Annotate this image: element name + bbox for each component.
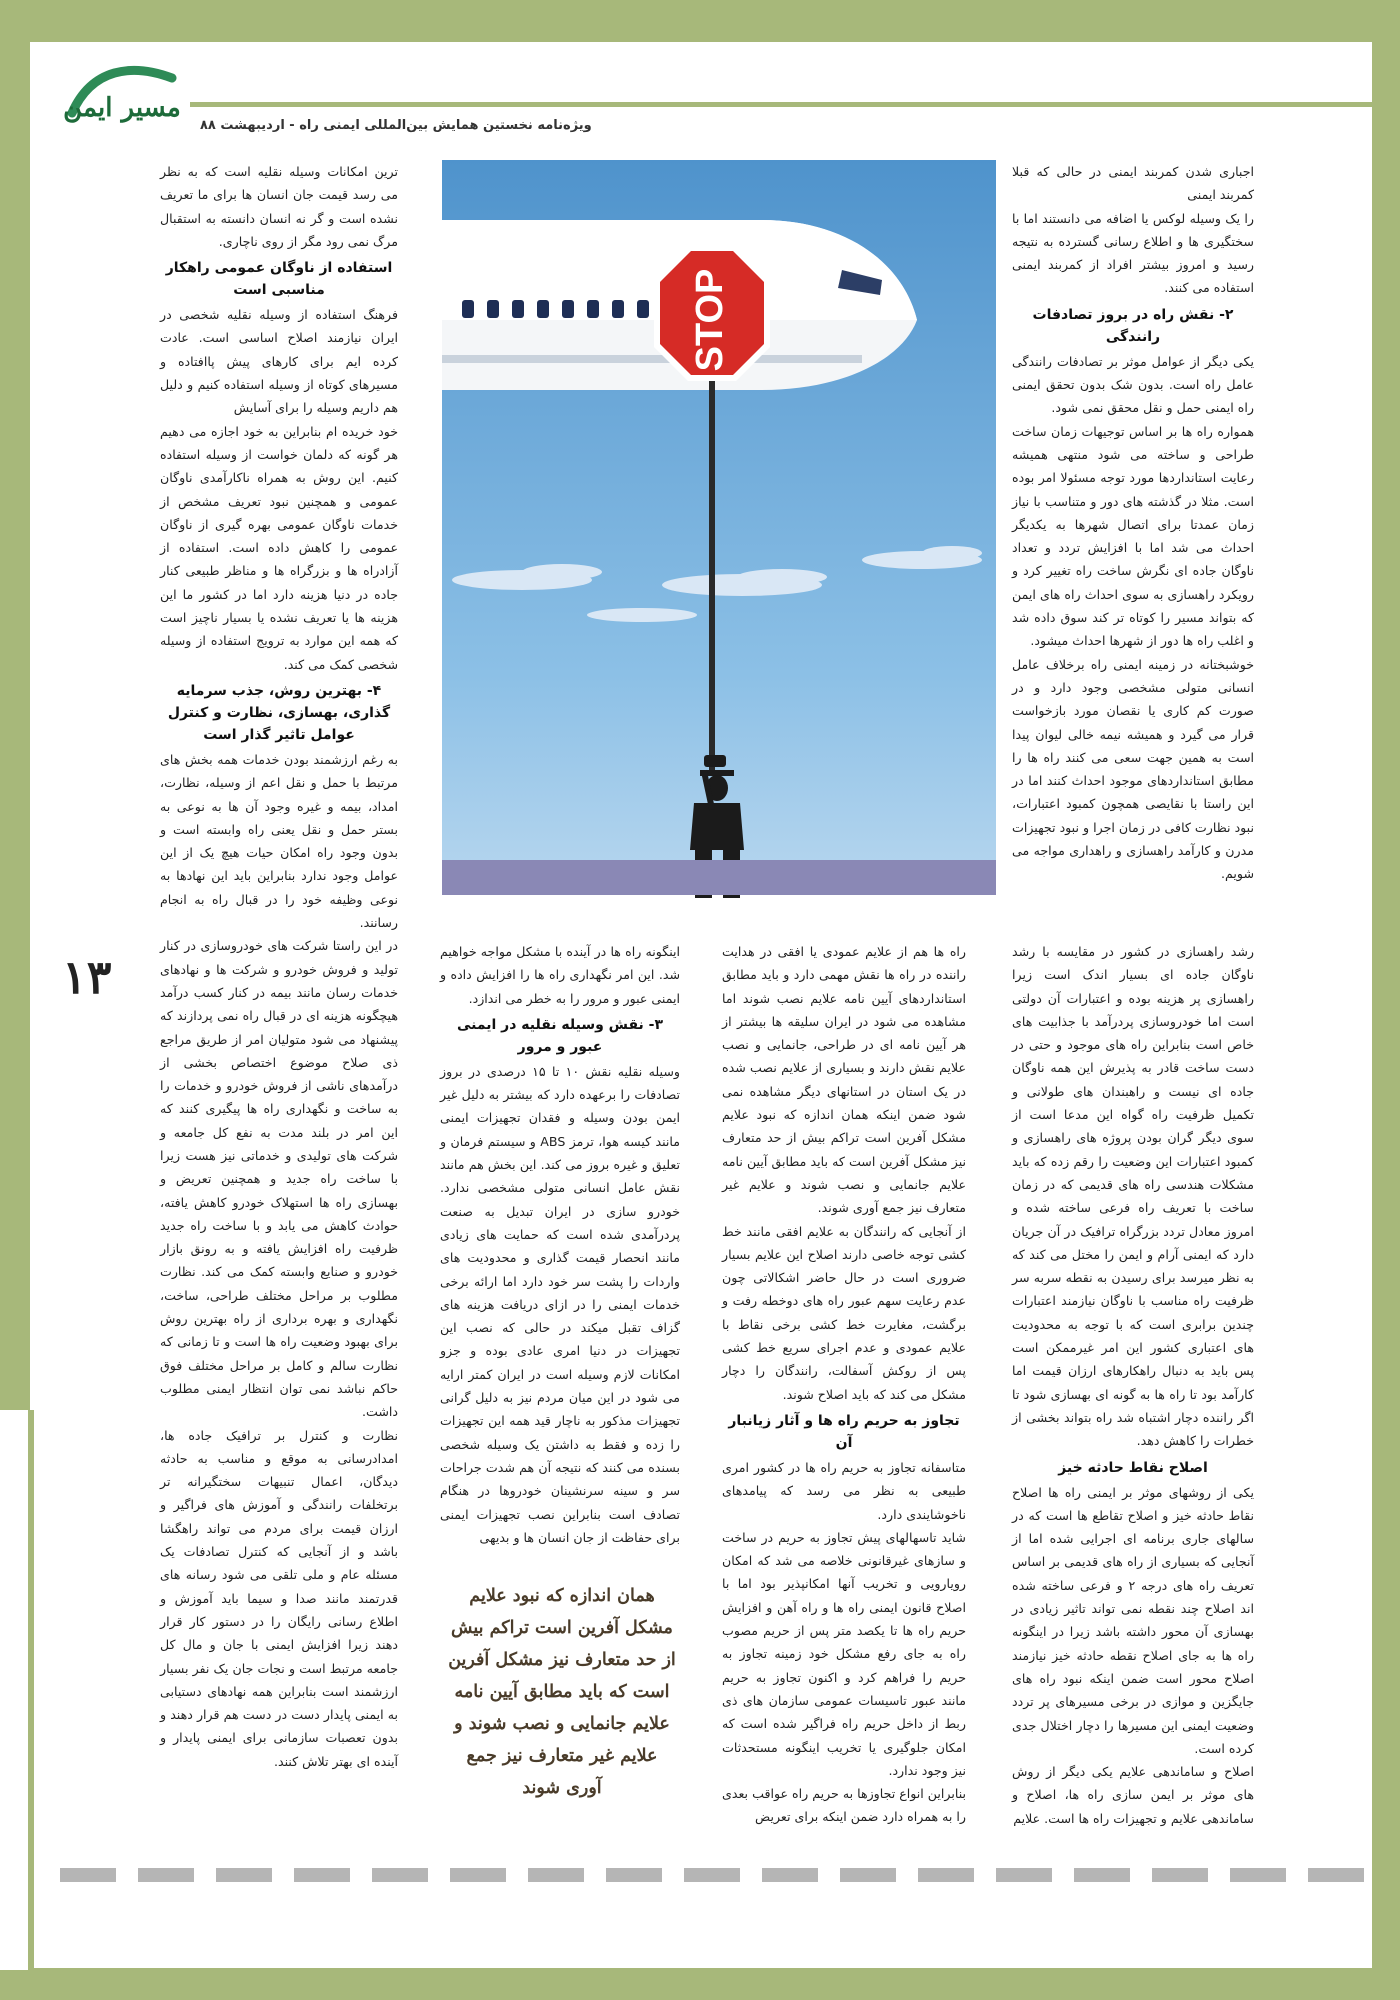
footer-dash [1152,1868,1208,1882]
footer-dash [840,1868,896,1882]
paragraph: اصلاح و ساماندهی علایم یکی دیگر از روش های موثر بر ایمن سازی راه ها، اصلاح و ساماندهی علایم و تجهیزات راه ها است. علایم [1012,1764,1254,1826]
paragraph: رشد راهسازی در کشور در مقایسه با رشد ناوگان جاده ای بسیار اندک است زیرا راهسازی پر هزینه بوده و اعتبارات آن دولتی است اما خودروسازی پردرآمد با جذابیت های خاص است بنابراین راه های موجود و حتی در دست ساخت قادر به پذیرش این همه ناوگان جاده ای نیست و راهبندان های طولانی و تکمیل ظرفیت راه گواه این مدعا است از سوی دیگر گران بودن پروژه های راهسازی و کمبود اعتبارات این وضعیت را رقم زده که باید مشکلات هندسی راه های قدیمی که در زمان ساخت با تعریف راه فرعی ساخته شده و امروز معادل تردد بزرگراه ترافیک در آن جریان دارد که ایمنی آرام و ایمن را مختل می کند که به نظر میرسد برای رسیدن به نقطه سربه سر ظرفیت راه مناسب با ناوگان نیازمند اعتبارات چندین برابری است که با توجه به محدودیت های اعتباری کشور این امر غیرممکن است پس باید به دنبال راهکارهای ارزان قیمت اما کارآمد بود تا راه ها به گونه ای بهسازی شود تا اگر راننده دچار اشتباه شد راه بتواند بخشی از خطرات را کاهش دهد. [1012,944,1254,1449]
footer-dash [606,1868,662,1882]
footer-dash [528,1868,584,1882]
paragraph: در این راستا شرکت های خودروسازی در کنار تولید و فروش خودرو و شرکت ها و نهادهای خدمات رسان مانند بیمه در کنار کسب درآمد هیچگونه هزینه ای در قبال راه نمی پردازند که پیشنهاد می شود متولیان امر از طریق مراجع ذی صلاح موضوع اختصاص بخشی از درآمدهای ناشی از فروش خودرو و خدمات را به ساخت و نگهداری راه ها پیگیری کنند که این امر در بلند مدت به نفع کل جامعه و شرکت های تولیدی و خدماتی نیز هست زیرا با ساخت راه جدید و همچنین تعریض و بهسازی راه ها استهلاک خودرو کاهش یافته، حوادث کاهش می یابد و با ساخت راه جدید ظرفیت راه افزایش یافته و به رونق بازار خودرو و صنایع وابسته کمک می کند. نظارت مطلوب بر مراحل مختلف طراحی، ساخت، نگهداری و بهره برداری از راه بهترین روش برای بهبود وضعیت راه ها است و تا زمانی که نظارت سالم و کامل بر مراحل مختلف فوق حاکم نباشد نمی توان انتظار ایمنی مطلوب داشت. [160,938,398,1420]
footer-dashes [60,1868,1372,1884]
footer-dash [216,1868,272,1882]
section-heading: ۴- بهترین روش، جذب سرمایه گذاری، بهسازی، نظارت و کنترل عوامل تاثیر گذار است [167,682,391,743]
paragraph: از آنجایی که رانندگان به علایم افقی مانند خط کشی توجه خاصی دارند اصلاح این علایم بسیار ضروری است در حال حاضر اشکالاتی چون عدم رعایت سهم عبور راه های دوخطه رفت و برگشت، مغایرت خط کشی برخی نقاط با علایم عمودی و عدم اجرای سریع خط کشی پس از روکش آسفالت، رانندگان را دچار مشکل می کند که باید اصلاح شوند. [722,1223,966,1402]
paragraph: را یک وسیله لوکس یا اضافه می دانستند اما با سختگیری ها و اطلاع رسانی گسترده به نتیجه رسید و امروز بیشتر افراد از کمربند ایمنی استفاده می کنند. [1012,210,1254,296]
section-heading: ۲- نقش راه در بروز تصادفات رانندگی [1032,306,1234,345]
footer-dash [996,1868,1052,1882]
column-c [722,940,966,1850]
stop-sign-illustration [442,160,996,895]
page-frame-notch [0,1410,34,1970]
column-a [160,160,398,1850]
footer-dash [450,1868,506,1882]
paragraph: بنابراین انواع تجاوزها به حریم راه عواقب بعدی را به همراه دارد ضمن اینکه برای تعریض [722,1786,966,1825]
section-heading: ۳- نقش وسیله نقلیه در ایمنی عبور و مرور [456,1016,664,1055]
section-heading: استفاده از ناوگان عمومی راهکار مناسبی است [165,260,393,299]
footer-dash [294,1868,350,1882]
paragraph: فرهنگ استفاده از وسیله نقلیه شخصی در ایران نیازمند اصلاح اساسی است. عادت کرده ایم برای کارهای پیش پاافتاده و مسیرهای کوتاه از وسیله استفاده کنیم و دلیل هم داریم وسیله را برای آسایش [160,307,398,416]
footer-dash [762,1868,818,1882]
header-rule [190,102,1372,107]
column-d [1012,940,1254,1850]
ground [442,860,996,895]
paragraph: متاسفانه تجاوز به حریم راه ها در کشور امری طبیعی به نظر می رسد که پیامدهای ناخوشایندی دارد. [722,1459,966,1522]
issue-caption: ویژه‌نامه نخستین همایش بین‌المللی ایمنی راه - اردیبهشت ۸۸ [200,118,592,133]
paragraph: راه ها هم از علایم عمودی یا افقی در هدایت راننده در راه ها نقش مهمی دارد و باید مطابق استانداردهای آیین نامه علایم نصب شوند اما مشاهده می شود در ایران سلیقه ها بیشتر از هر آیین نامه ای در طراحی، جانمایی و نصب علایم نقش دارند و بسیاری از علایم نصب شده در یک استان در استانهای دیگر مشاهده نمی شود ضمن اینکه همان اندازه که نبود علایم مشکل آفرین است تراکم بیش از حد متعارف نیز مشکل آفرین است که باید مطابق آیین نامه علایم جانمایی و نصب شوند و علایم غیر متعارف نیز جمع آوری شوند. [722,944,966,1216]
page-frame-top [0,0,1400,42]
footer-dash [60,1868,116,1882]
footer-dash [1230,1868,1286,1882]
paragraph: وسیله نقلیه نقش ۱۰ تا ۱۵ درصدی در بروز تصادفات را برعهده دارد که بیشتر به دلیل غیر ایمن بودن وسیله و فقدان تجهیزات ایمنی مانند کیسه هوا، ترمز ABS و سیستم فرمان و تعلیق و غیره بروز می کند. این بخش هم مانند نقش عامل انسانی متولی مشخصی ندارد. خودرو سازی در ایران تبدیل به صنعت پردرآمدی شده است که حمایت های زیادی مانند انحصار قیمت گذاری و محدودیت های واردات را پشت سر خود دارد اما ارائه برخی خدمات ایمنی را در ازای دریافت هزینه های گزاف تقبل میکند در حالی که نصب این تجهیزات در دنیا امری عادی بوده و جزو امکانات لازم وسیله است در ایران کمتر ارایه می شود در این میان مردم نیز به دلیل گرانی تجهیزات مذکور به ناچار قید همه این تجهیزات را زده و فقط به داشتن یک وسیله شخصی بسنده می کنند که نتیجه آن هم شدت جراحات سر و سینه سرنشینان خودروها در هنگام تصادف است بنابراین نصب تجهیزات ایمنی برای حفاظت از جان انسان ها و بدیهی [440,1063,680,1545]
paragraph: به رغم ارزشمند بودن خدمات همه بخش های مرتبط با حمل و نقل اعم از وسیله، نظارت، امداد، بیمه و غیره وجود آن ها به نوعی به بستر حمل و نقل یعنی راه وابسته است و بدون وجود راه امکان حیات هیچ یک از این عوامل وجود ندارد بنابراین باید این نهادها به نوعی وظیفه خود را در قبال راه به انجام رسانند. [160,751,398,931]
page-frame-right [1372,0,1400,2000]
footer-dash [918,1868,974,1882]
section-heading: اصلاح نقاط حادثه خیز [1058,1459,1208,1476]
paragraph: خود خریده ام بنابراین به خود اجازه می دهیم هر گونه که دلمان خواست از وسیله استفاده کنیم. این روش به همراه ناکارآمدی ناوگان عمومی و همچنین نبود تعریف مشخص از خدمات ناوگان عمومی بهره گیری از ناوگان عمومی را کاهش داده است. استفاده از آزادراه ها و بزرگراه ها و مناظر طبیعی کنار جاده در دنیا هزینه دارد اما در کشور ما این هزینه ها یا تعریف نشده یا بسیار ناچیز است که همه این موارد به ترویج استفاده از وسیله شخصی کمک می کند. [160,423,398,672]
paragraph: شاید تاسهالهای پیش تجاوز به حریم در ساخت و سازهای غیرقانونی خلاصه می شد که امکان رویارویی و تخریب آنها امکانپذیر بود اما با اصلاح قانون ایمنی راه ها و راه آهن و افزایش حریم راه ها تا یکصد متر پس از حریم مصوب راه به جای رفع مشکل خود زمینه تجاوز به حریم را فراهم کرد و اکنون تجاوز به حریم مانند عبور تاسیسات عمومی سازمان های ذی ربط از داخل حریم راه فراگیر شده است که امکان جلوگیری یا تخریب اینگونه مستحدثات نیز وجود ندارد. [722,1529,966,1778]
footer-dash [1074,1868,1130,1882]
stop-sign-text: STOP [689,268,731,372]
paragraph: اینگونه راه ها در آینده با مشکل مواجه خواهیم شد. این امر نگهداری راه ها را افزایش داده و ایمنی عبور و مرور را به خطر می اندازد. [440,944,680,1006]
paragraph: اجباری شدن کمربند ایمنی در حالی که قبلا کمربند ایمنی [1012,164,1254,203]
paragraph: ترین امکانات وسیله نقلیه است که به نظر می رسد قیمت جان انسان ها برای ما تعریف نشده است و گر نه انسان دانسته به استقبال مرگ نمی رود مگر از روی ناچاری. [160,164,398,249]
paragraph: خوشبختانه در زمینه ایمنی راه برخلاف عامل انسانی متولی مشخصی وجود دارد و در صورت کم کاری یا نقصان مورد بازخواست قرار می گیرد و همیشه نیمه خالی لیوان پیدا است به همین جهت سعی می کنند راه ها را مطابق استانداردهای موجود احداث کنند اما در این راستا با نقایصی همچون کمبود اعتبارات، نبود نظارت کافی در زمان اجرا و نبود تجهیزات مدرن و کارآمد راهسازی و راهداری مواجه می شویم. [1012,656,1254,882]
logo-text: مسیر ایمن [63,93,181,123]
footer-dash [684,1868,740,1882]
footer-dash [138,1868,194,1882]
page-frame-bottom [0,1968,1400,2000]
section-heading: تجاوز به حریم راه ها و آثار زیانبار آن [728,1412,960,1451]
paragraph: یکی دیگر از عوامل موثر بر تصادفات رانندگی عامل راه است. بدون شک بدون تحقق ایمنی راه ایمنی حمل و نقل محقق نمی شود. [1012,353,1254,416]
logo-icon [62,58,182,128]
column-b [440,940,680,1545]
page-number: ۱۳ [62,950,112,1004]
pull-quote: همان اندازه که نبود علایم مشکل آفرین است تراکم بیش از حد متعارف نیز مشکل آفرین است که باید مطابق آیین نامه علایم جانمایی و نصب شوند و علایم غیر متعارف نیز جمع آوری شوند [448,1586,676,1798]
footer-dash [1308,1868,1364,1882]
paragraph: همواره راه ها بر اساس توجیهات زمان ساخت طراحی و ساخته می شود منتهی همیشه رعایت استانداردها مورد توجه مسئولا امر بوده است. مثلا در گذشته های دور و متناسب با نیاز زمان عمدتا برای اتصال شهرها به یکدیگر احداث می شد اما با افزایش تردد و تعداد ناوگان جاده ای نگرش ساخت راه تغییر کرد و رویکرد راهسازی به سوی احداث راه های ایمن که بتواند مسیر را کوتاه تر کند سوق داده شد و اغلب راه ها دور از شهرها احداث میشود. [1012,423,1254,649]
paragraph: یکی از روشهای موثر بر ایمنی راه ها اصلاح نقاط حادثه خیز و اصلاح تقاطع ها است که در سالهای جاری برنامه ای اجرایی شده اما از آنجایی که بسیاری از راه های قدیمی بر اساس تعریف راه های درجه ۲ و فرعی ساخته شده اند اصلاح چند نقطه نمی تواند تاثیر زیادی در بهسازی آن محور داشته باشد زیرا در اینگونه راه ها به جای اصلاح نقطه حادثه خیز نیازمند اصلاح محور است ضمن اینکه نبود راه های جایگزین و موازی در برخی مسیرهای پر تردد وضعیت ایمنی این مسیرها را دچار اختلال جدی کرده است. [1012,1484,1254,1756]
paragraph: نظارت و کنترل بر ترافیک جاده ها، امدادرسانی به موقع و مناسب به حادثه دیدگان، اعمال تنبیهات سختگیرانه تر برتخلفات رانندگی و آموزش های فراگیر و ارزان قیمت برای مردم می تواند راهگشا باشد و از آنجایی که کنترل تصادفات یک مسئله عام و ملی تلقی می شود رسانه های قدرتمند مانند صدا و سیما باید آموزش و اطلاع رسانی رایگان را در دستور کار قرار دهند زیرا افزایش ایمنی با جان و مال کل جامعه مرتبط است و نجات جان یک نفر بسیار ارزشمند است بنابراین همه نهادهای دستیابی به ایمنی پایدار دست در دست هم قرار دهند و بدون تعصبات سازمانی برای ایمنی پایدار و آینده ای بهتر تلاش کنند. [160,1427,398,1769]
footer-dash [372,1868,428,1882]
